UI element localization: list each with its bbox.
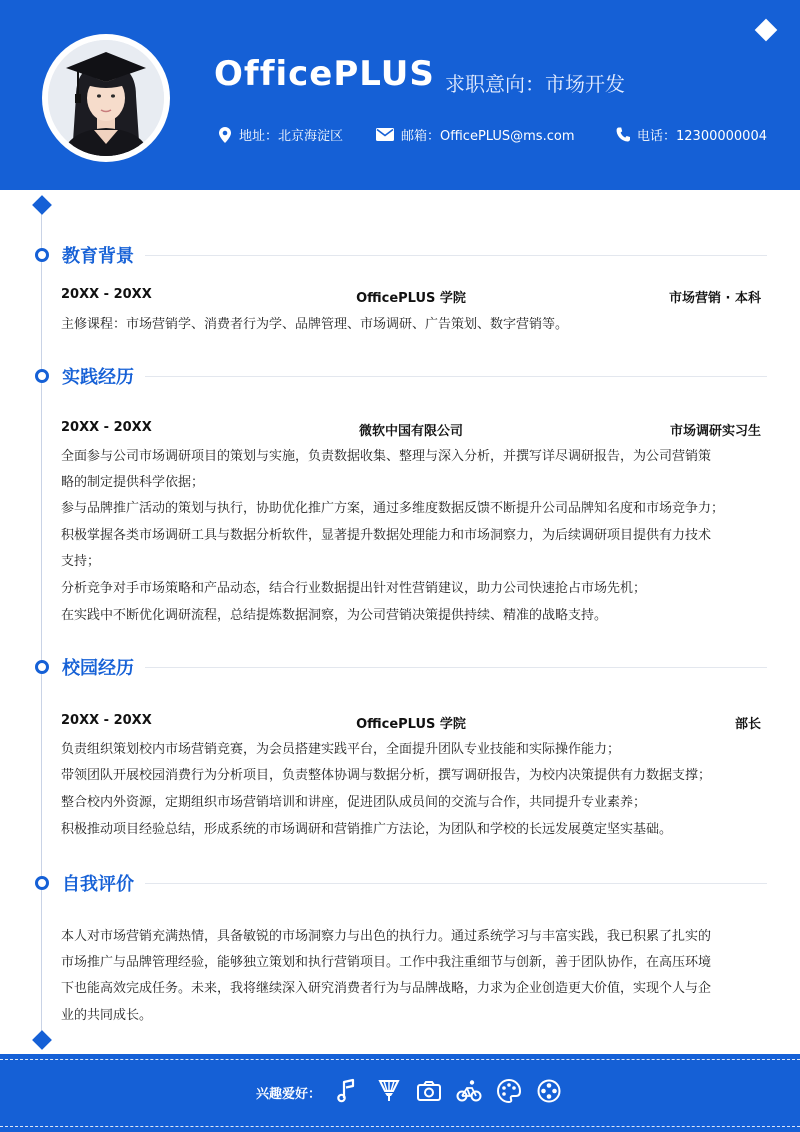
contact-phone bbox=[616, 125, 767, 144]
camera-icon bbox=[416, 1078, 442, 1104]
section-title: 自我评价 bbox=[62, 874, 134, 895]
timeline-diamond-top bbox=[32, 195, 52, 215]
practice-line: 分析竞争对手市场策略和产品动态，结合行业数据提出针对性营销建议，助力公司快速抢占市场先机； bbox=[61, 581, 647, 596]
education-school: OfficePLUS 学院 bbox=[356, 291, 466, 306]
section-education-header bbox=[35, 242, 134, 268]
education-period: 20XX - 20XX bbox=[61, 287, 152, 302]
dashed-border bbox=[0, 1126, 800, 1127]
practice-line: 参与品牌推广活动的策划与执行，协助优化推广方案，通过多维度数据反馈不断提升公司品牌知名度和市场竞争力； bbox=[61, 501, 725, 516]
envelope-icon bbox=[376, 128, 394, 141]
painting-icon bbox=[496, 1078, 522, 1104]
badminton-icon bbox=[376, 1078, 402, 1104]
phone-text: 电话：12300000004 bbox=[637, 129, 767, 144]
music-icon bbox=[334, 1078, 360, 1104]
practice-role: 市场调研实习生 bbox=[669, 424, 761, 439]
practice-line: 在实践中不断优化调研流程，总结提炼数据洞察，为公司营销决策提供持续、精准的战略支持。 bbox=[61, 608, 608, 623]
phone-icon bbox=[616, 127, 630, 142]
section-title: 教育背景 bbox=[62, 246, 134, 267]
campus-role: 部长 bbox=[734, 717, 761, 732]
self-line: 本人对市场营销充满热情，具备敏锐的市场洞察力与出色的执行力。通过系统学习与丰富实践，我已积累了扎实的 bbox=[61, 929, 712, 944]
section-self-header bbox=[35, 870, 134, 896]
campus-line: 带领团队开展校园消费行为分析项目，负责整体协调与数据分析，撰写调研报告，为校内决策提供有力数据支撑； bbox=[61, 768, 712, 783]
practice-line: 略的制定提供科学依据； bbox=[61, 475, 205, 490]
section-bullet-icon bbox=[35, 369, 49, 383]
section-divider bbox=[145, 376, 767, 377]
campus-line: 积极推动项目经验总结，形成系统的市场调研和营销推广方法论，为团队和学校的长远发展奠定坚实基础。 bbox=[61, 822, 673, 837]
header-banner bbox=[0, 0, 800, 190]
self-line: 市场推广与品牌管理经验，能够独立策划和执行营销项目。工作中我注重细节与创新，善于团队协作，在高压环境 bbox=[61, 955, 712, 970]
timeline-diamond-bottom bbox=[32, 1030, 52, 1050]
candidate-name: OfficePLUS bbox=[214, 54, 435, 94]
section-bullet-icon bbox=[35, 248, 49, 262]
practice-company: 微软中国有限公司 bbox=[358, 424, 463, 439]
avatar bbox=[48, 40, 164, 156]
education-row bbox=[61, 287, 761, 307]
campus-org: OfficePLUS 学院 bbox=[356, 717, 466, 732]
location-pin-icon bbox=[218, 127, 232, 143]
practice-line: 积极掌握各类市场调研工具与数据分析软件，显著提升数据处理能力和市场洞察力，为后续调研项目提供有力技术 bbox=[61, 528, 712, 543]
timeline-line bbox=[41, 208, 42, 1042]
contact-email bbox=[376, 125, 574, 144]
section-practice-header bbox=[35, 363, 134, 389]
practice-period: 20XX - 20XX bbox=[61, 420, 152, 435]
section-divider bbox=[145, 667, 767, 668]
self-line: 下也能高效完成任务。未来，我将继续深入研究消费者行为与品牌战略，力求为企业创造更大价值，实现个人与企 bbox=[61, 981, 712, 996]
practice-line: 全面参与公司市场调研项目的策划与实施，负责数据收集、整理与深入分析，并撰写详尽调研报告，为公司营销策 bbox=[61, 449, 712, 464]
campus-line: 整合校内外资源，定期组织市场营销培训和讲座，促进团队成员间的交流与合作，共同提升专业素养； bbox=[61, 795, 647, 810]
self-line: 业的共同成长。 bbox=[61, 1008, 153, 1023]
email-text[interactable]: 邮箱：OfficePLUS@ms.com bbox=[401, 129, 575, 144]
job-intent: 求职意向：市场开发 bbox=[445, 72, 625, 96]
campus-period: 20XX - 20XX bbox=[61, 713, 152, 728]
campus-row bbox=[61, 713, 761, 733]
film-icon bbox=[536, 1078, 562, 1104]
section-bullet-icon bbox=[35, 660, 49, 674]
footer-banner bbox=[0, 1054, 800, 1132]
education-major: 市场营销 · 本科 bbox=[669, 291, 761, 306]
section-divider bbox=[145, 883, 767, 884]
section-divider bbox=[145, 255, 767, 256]
practice-row bbox=[61, 420, 761, 440]
contact-address bbox=[218, 125, 343, 144]
section-title: 实践经历 bbox=[62, 367, 134, 388]
diamond-decoration bbox=[755, 19, 778, 42]
hobbies-label: 兴趣爱好： bbox=[256, 1087, 322, 1102]
section-bullet-icon bbox=[35, 876, 49, 890]
cycling-icon bbox=[456, 1078, 482, 1104]
section-title: 校园经历 bbox=[62, 658, 134, 679]
campus-line: 负责组织策划校内市场营销竞赛，为会员搭建实践平台，全面提升团队专业技能和实际操作能力； bbox=[61, 742, 621, 757]
dashed-border bbox=[0, 1059, 800, 1060]
section-campus-header bbox=[35, 654, 134, 680]
education-line: 主修课程：市场营销学、消费者行为学、品牌管理、市场调研、广告策划、数字营销等。 bbox=[61, 317, 569, 332]
practice-line: 支持； bbox=[61, 554, 101, 569]
address-text: 地址：北京海淀区 bbox=[239, 129, 344, 144]
